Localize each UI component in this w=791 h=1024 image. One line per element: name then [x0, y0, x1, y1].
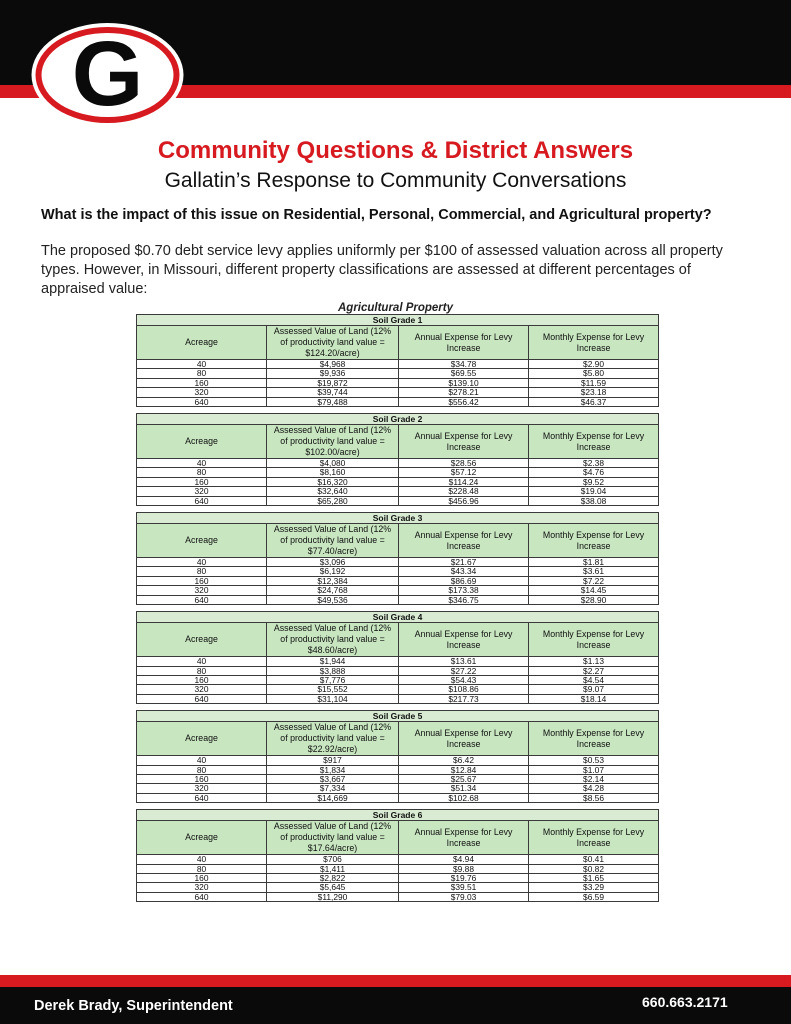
table-row: [137, 784, 659, 793]
soil-grade-title: Soil Grade 5: [137, 711, 659, 722]
soil-grade-table: [136, 413, 659, 506]
assessed-value-cell: $9,936: [267, 369, 399, 378]
assessed-value-header: Assessed Value of Land (12% of productivity land value = $102.00/acre): [267, 425, 399, 459]
monthly-expense-cell: $3.61: [529, 567, 659, 576]
monthly-expense-cell: $1.13: [529, 657, 659, 666]
table-row: [137, 657, 659, 666]
annual-expense-cell: $79.03: [399, 892, 529, 901]
annual-expense-cell: $19.76: [399, 873, 529, 882]
monthly-expense-cell: $46.37: [529, 397, 659, 406]
assessed-value-cell: $4,080: [267, 459, 399, 468]
annual-expense-cell: $69.55: [399, 369, 529, 378]
assessed-value-cell: $32,640: [267, 487, 399, 496]
monthly-expense-cell: $1.07: [529, 765, 659, 774]
assessed-value-cell: $1,944: [267, 657, 399, 666]
assessed-value-cell: $1,834: [267, 765, 399, 774]
monthly-expense-cell: $2.14: [529, 774, 659, 783]
assessed-value-header: Assessed Value of Land (12% of productivity land value = $124.20/acre): [267, 326, 399, 360]
assessed-value-cell: $11,290: [267, 892, 399, 901]
assessed-value-cell: $4,968: [267, 360, 399, 369]
assessed-value-cell: $3,888: [267, 666, 399, 675]
annual-expense-cell: $54.43: [399, 675, 529, 684]
acreage-cell: 640: [137, 397, 267, 406]
monthly-expense-cell: $4.28: [529, 784, 659, 793]
assessed-value-cell: $79,488: [267, 397, 399, 406]
monthly-expense-cell: $0.53: [529, 756, 659, 765]
monthly-expense-header: Monthly Expense for Levy Increase: [529, 425, 659, 459]
acreage-cell: 640: [137, 793, 267, 802]
annual-expense-cell: $28.56: [399, 459, 529, 468]
annual-expense-cell: $217.73: [399, 694, 529, 703]
annual-expense-cell: $278.21: [399, 388, 529, 397]
acreage-cell: 320: [137, 388, 267, 397]
acreage-cell: 80: [137, 567, 267, 576]
annual-expense-cell: $102.68: [399, 793, 529, 802]
table-row: [137, 388, 659, 397]
question-text: What is the impact of this issue on Residential, Personal, Commercial, and Agricultural property?: [41, 207, 712, 223]
acreage-cell: 80: [137, 765, 267, 774]
acreage-cell: 80: [137, 864, 267, 873]
monthly-expense-cell: $0.82: [529, 864, 659, 873]
assessed-value-cell: $1,411: [267, 864, 399, 873]
table-row: [137, 892, 659, 901]
monthly-expense-header: Monthly Expense for Levy Increase: [529, 326, 659, 360]
assessed-value-header: Assessed Value of Land (12% of productivity land value = $17.64/acre): [267, 821, 399, 855]
annual-expense-header: Annual Expense for Levy Increase: [399, 524, 529, 558]
annual-expense-header: Annual Expense for Levy Increase: [399, 623, 529, 657]
monthly-expense-cell: $28.90: [529, 595, 659, 604]
acreage-cell: 40: [137, 657, 267, 666]
assessed-value-cell: $3,096: [267, 558, 399, 567]
page-title: Community Questions & District Answers: [157, 137, 634, 164]
monthly-expense-cell: $9.07: [529, 685, 659, 694]
annual-expense-cell: $57.12: [399, 468, 529, 477]
monthly-expense-header: Monthly Expense for Levy Increase: [529, 821, 659, 855]
monthly-expense-header: Monthly Expense for Levy Increase: [529, 623, 659, 657]
monthly-expense-cell: $0.41: [529, 855, 659, 864]
table-row: [137, 694, 659, 703]
annual-expense-cell: $25.67: [399, 774, 529, 783]
table-row: [137, 675, 659, 684]
acreage-cell: 160: [137, 675, 267, 684]
monthly-expense-cell: $5.80: [529, 369, 659, 378]
soil-grade-tables: [136, 314, 658, 908]
annual-expense-cell: $6.42: [399, 756, 529, 765]
table-row: [137, 595, 659, 604]
monthly-expense-cell: $11.59: [529, 378, 659, 387]
annual-expense-cell: $9.88: [399, 864, 529, 873]
acreage-header: Acreage: [137, 623, 267, 657]
assessed-value-cell: $2,822: [267, 873, 399, 882]
annual-expense-cell: $51.34: [399, 784, 529, 793]
monthly-expense-cell: $38.08: [529, 496, 659, 505]
acreage-cell: 80: [137, 369, 267, 378]
monthly-expense-cell: $2.38: [529, 459, 659, 468]
assessed-value-cell: $706: [267, 855, 399, 864]
assessed-value-cell: $7,334: [267, 784, 399, 793]
assessed-value-cell: $14,669: [267, 793, 399, 802]
acreage-cell: 40: [137, 360, 267, 369]
monthly-expense-cell: $4.76: [529, 468, 659, 477]
monthly-expense-cell: $14.45: [529, 586, 659, 595]
acreage-cell: 640: [137, 496, 267, 505]
monthly-expense-cell: $23.18: [529, 388, 659, 397]
monthly-expense-cell: $8.56: [529, 793, 659, 802]
assessed-value-cell: $31,104: [267, 694, 399, 703]
table-row: [137, 487, 659, 496]
annual-expense-header: Annual Expense for Levy Increase: [399, 821, 529, 855]
table-row: [137, 496, 659, 505]
table-row: [137, 756, 659, 765]
annual-expense-cell: $86.69: [399, 576, 529, 585]
assessed-value-cell: $5,645: [267, 883, 399, 892]
monthly-expense-header: Monthly Expense for Levy Increase: [529, 722, 659, 756]
acreage-cell: 640: [137, 595, 267, 604]
acreage-cell: 80: [137, 468, 267, 477]
assessed-value-cell: $8,160: [267, 468, 399, 477]
acreage-cell: 80: [137, 666, 267, 675]
soil-grade-title: Soil Grade 4: [137, 612, 659, 623]
annual-expense-cell: $13.61: [399, 657, 529, 666]
annual-expense-cell: $173.38: [399, 586, 529, 595]
table-row: [137, 873, 659, 882]
assessed-value-cell: $49,536: [267, 595, 399, 604]
monthly-expense-cell: $2.27: [529, 666, 659, 675]
acreage-cell: 40: [137, 459, 267, 468]
acreage-cell: 320: [137, 487, 267, 496]
soil-grade-table: [136, 611, 659, 704]
acreage-cell: 320: [137, 883, 267, 892]
soil-grade-table: [136, 710, 659, 803]
acreage-header: Acreage: [137, 326, 267, 360]
monthly-expense-cell: $3.29: [529, 883, 659, 892]
annual-expense-header: Annual Expense for Levy Increase: [399, 425, 529, 459]
soil-grade-table: [136, 512, 659, 605]
table-row: [137, 397, 659, 406]
table-row: [137, 685, 659, 694]
acreage-header: Acreage: [137, 425, 267, 459]
assessed-value-cell: $3,667: [267, 774, 399, 783]
assessed-value-cell: $16,320: [267, 477, 399, 486]
assessed-value-cell: $19,872: [267, 378, 399, 387]
acreage-cell: 640: [137, 892, 267, 901]
annual-expense-cell: $12.84: [399, 765, 529, 774]
acreage-cell: 320: [137, 586, 267, 595]
monthly-expense-cell: $1.65: [529, 873, 659, 882]
assessed-value-header: Assessed Value of Land (12% of productivity land value = $48.60/acre): [267, 623, 399, 657]
annual-expense-header: Annual Expense for Levy Increase: [399, 722, 529, 756]
superintendent-name: Derek Brady, Superintendent: [34, 998, 233, 1014]
annual-expense-cell: $228.48: [399, 487, 529, 496]
monthly-expense-cell: $18.14: [529, 694, 659, 703]
annual-expense-cell: $43.34: [399, 567, 529, 576]
annual-expense-cell: $108.86: [399, 685, 529, 694]
soil-grade-table: [136, 314, 659, 407]
table-row: [137, 765, 659, 774]
intro-paragraph: The proposed $0.70 debt service levy applies uniformly per $100 of assessed valuation across all property types. However, in Missouri, different property classifications are assessed at different percentages of appraised value:: [41, 243, 723, 297]
table-row: [137, 558, 659, 567]
assessed-value-cell: $7,776: [267, 675, 399, 684]
annual-expense-cell: $34.78: [399, 360, 529, 369]
assessed-value-cell: $15,552: [267, 685, 399, 694]
acreage-cell: 160: [137, 576, 267, 585]
acreage-header: Acreage: [137, 524, 267, 558]
annual-expense-cell: $556.42: [399, 397, 529, 406]
acreage-cell: 40: [137, 558, 267, 567]
table-row: [137, 774, 659, 783]
table-row: [137, 855, 659, 864]
assessed-value-cell: $65,280: [267, 496, 399, 505]
acreage-cell: 160: [137, 378, 267, 387]
monthly-expense-cell: $2.90: [529, 360, 659, 369]
assessed-value-header: Assessed Value of Land (12% of productivity land value = $22.92/acre): [267, 722, 399, 756]
footer-red-stripe: [0, 975, 791, 987]
assessed-value-cell: $24,768: [267, 586, 399, 595]
monthly-expense-cell: $19.04: [529, 487, 659, 496]
monthly-expense-header: Monthly Expense for Levy Increase: [529, 524, 659, 558]
annual-expense-cell: $456.96: [399, 496, 529, 505]
phone-number: 660.663.2171: [642, 994, 728, 1010]
annual-expense-cell: $27.22: [399, 666, 529, 675]
table-row: [137, 586, 659, 595]
assessed-value-cell: $917: [267, 756, 399, 765]
monthly-expense-cell: $9.52: [529, 477, 659, 486]
acreage-cell: 160: [137, 477, 267, 486]
assessed-value-cell: $12,384: [267, 576, 399, 585]
table-row: [137, 864, 659, 873]
georgia-g-logo-icon: [30, 22, 185, 128]
acreage-cell: 40: [137, 756, 267, 765]
assessed-value-cell: $39,744: [267, 388, 399, 397]
annual-expense-cell: $114.24: [399, 477, 529, 486]
annual-expense-cell: $21.67: [399, 558, 529, 567]
acreage-cell: 160: [137, 873, 267, 882]
monthly-expense-cell: $6.59: [529, 892, 659, 901]
acreage-cell: 320: [137, 784, 267, 793]
table-row: [137, 459, 659, 468]
acreage-cell: 320: [137, 685, 267, 694]
soil-grade-title: Soil Grade 3: [137, 513, 659, 524]
table-row: [137, 666, 659, 675]
soil-grade-title: Soil Grade 6: [137, 810, 659, 821]
document-heading: Agricultural Property: [337, 302, 454, 314]
table-row: [137, 793, 659, 802]
logo-letter: G: [71, 23, 144, 125]
annual-expense-header: Annual Expense for Levy Increase: [399, 326, 529, 360]
assessed-value-cell: $6,192: [267, 567, 399, 576]
annual-expense-cell: $139.10: [399, 378, 529, 387]
monthly-expense-cell: $1.81: [529, 558, 659, 567]
acreage-cell: 40: [137, 855, 267, 864]
soil-grade-table: [136, 809, 659, 902]
annual-expense-cell: $346.75: [399, 595, 529, 604]
monthly-expense-cell: $4.54: [529, 675, 659, 684]
table-row: [137, 369, 659, 378]
table-row: [137, 468, 659, 477]
acreage-cell: 160: [137, 774, 267, 783]
assessed-value-header: Assessed Value of Land (12% of productivity land value = $77.40/acre): [267, 524, 399, 558]
annual-expense-cell: $4.94: [399, 855, 529, 864]
table-row: [137, 360, 659, 369]
annual-expense-cell: $39.51: [399, 883, 529, 892]
table-row: [137, 567, 659, 576]
monthly-expense-cell: $7.22: [529, 576, 659, 585]
soil-grade-title: Soil Grade 1: [137, 315, 659, 326]
acreage-header: Acreage: [137, 722, 267, 756]
acreage-header: Acreage: [137, 821, 267, 855]
acreage-cell: 640: [137, 694, 267, 703]
page-subtitle: Gallatin’s Response to Community Conversations: [164, 169, 627, 192]
table-row: [137, 883, 659, 892]
soil-grade-title: Soil Grade 2: [137, 414, 659, 425]
